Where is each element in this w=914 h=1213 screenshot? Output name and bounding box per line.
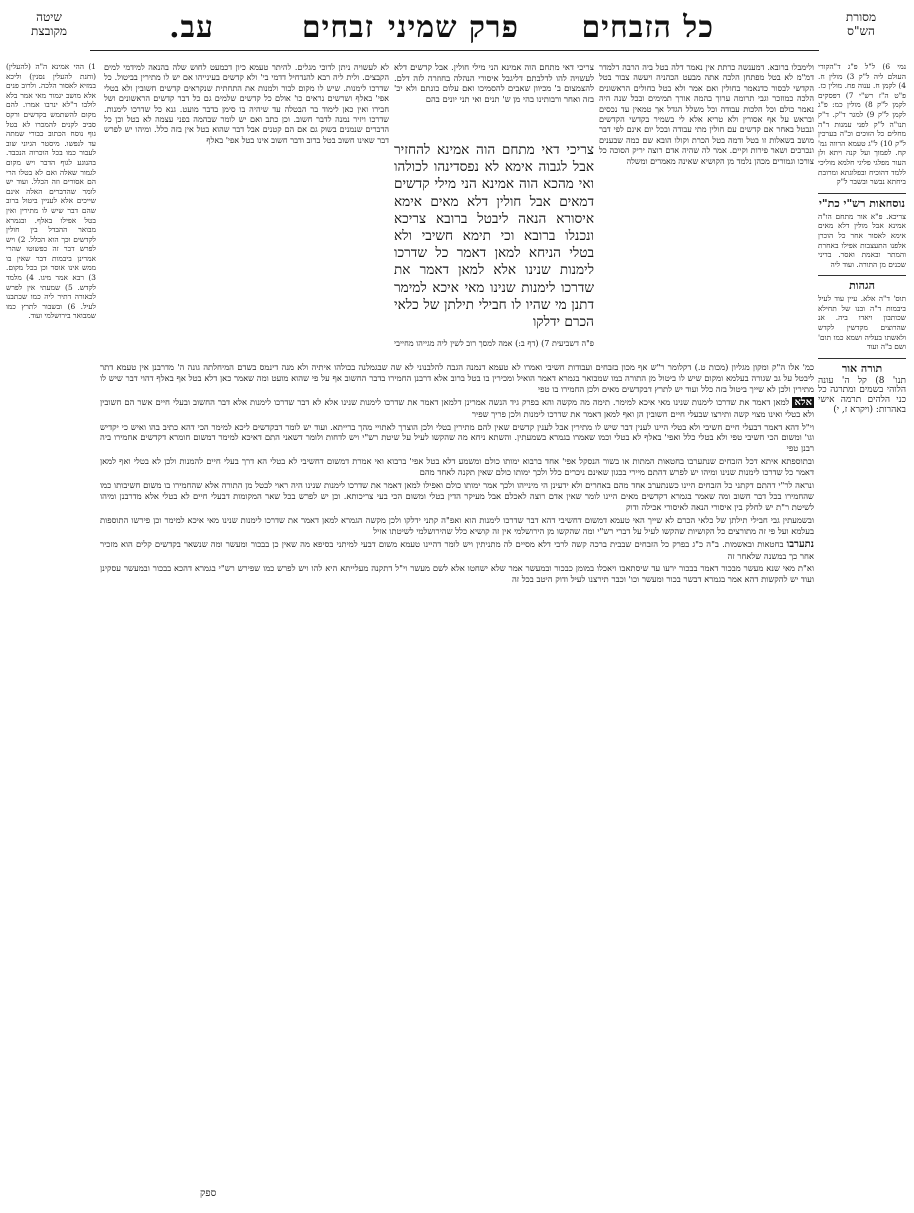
masoret-text: נמי 6) ל"ל פ"ג ד"הקורי העולם ליה ל"ק 3) מולין ח. 4) לקמן ח. ענוה פח. מולין כז. פ"ט ה"ז רש"י 7) דפסקים לקמן ל"ק 8) מולין כמ: פ"ג לקמן ל"ק 9) למגר ד"ק. ד"ק תנו"ה ל"ק לפני עמנות ד"ה מחלים כל הזוכים וכ"ה בערכין ל"ק 10) ל"ג טעמא הרווה גמ' קח. לפמוך ועל קנה ויתא ולן העור מפלגי פליגי חלמא מוליכי ללמד דהוכיח ובפלוגתא ומרובת ביחתא נבשר ובשבר ל"ק <box>818 62 906 187</box>
torah-or-text: תנו' 8) קל ה' עונה הלוהי בשמים ומתרגה כל כני הלהים תרמה אישי באהרות: (ויקרא ז, י) <box>818 375 906 415</box>
shita-text: 1) ההי אמינא ה"ה (להעלין) (וחנת להעלין נסנין) וליכא במזיא לאסור הלכה. ולרוב פנים אלא מושב יגמור מאי אמר בלא לולבו ד"לא ינרבו אמרו. להם מקום להשתמש בקדשים ורקס סביב לקנים להמכרו לא בטל גוף נוסח הכתוב כבורי שמתה עד לנפשו. מיסטר הגיוני שוב לעבור כמו בכל הוכרוה הנכבד. בהנוגע לגוף הדבר ויש מקום לגמור שאלה ואם לא בטלו הרי הם אסורים וזה הכלל. ועוד יש לומר שהדברים האלה אינם שייכים אלא לעניין ביטול ברוב שהם דבר שיש לו מתירין ואין בטל אפילו באלף. ובגמרא מבואר ההבדל בין חולין לקדשים וכך הוא הכלל. 2) ויש לפרש דבר זה כפשוטו שהרי אמרינן ביבמות דבר שאין בו ממש אינו אוסר וכן בכל מקום. 3) רבא אמר מיגו. 4) מלמד לקדש. 5) שמעתי אין לפרש לכאורה דתיר ליה כמו שכתבנו לעיל. 6) ובשבור לתרץ כמו שמבואר בירושלמי ועוד. <box>6 62 96 321</box>
tosafot-paragraph: ובתוספתא איתא דכל הזבחים שנתערבו בחטאות המתות או בשור הנסקל אפי' אחד ברבוא ימותו כולם ומשמע דלא בטל אפי' ברבוא ואי אמרת דמשום דחשיבי לא בטלי הא דרך בעלי חיים להמנות ולכן לא בטלי ואף למאן דאמר כל שדרכו לימנות שנינו ומיהו יש לפרש דהתם מיירי בכגון שאינם ניכרים כלל ולכך ימותו כולם שאין תקנה לאחד מהם <box>100 456 814 478</box>
gemara-top-text: צריכי דאי מתחם הוה אמינא הני מילי חולין. אבל קדשים דלא לעשויה להו לדלבתם דליגבל איסורי הנהלה בחוזרה לזה דלם. להצמצום ב' מכיוון שאבים להסמיכו ואם עלום כונתם ולא יכ' בזה ואחר ורבותינו בהי מן ש' תנים ואי תני יונים בהם <box>394 62 594 104</box>
tosafot-top-block <box>104 62 389 354</box>
tosafot-paragraph: ונראה לר"י דהתם דקתני כל הזבחים היינו כשנתערב אחד מהם באחרים ולא ידעינן הי מינייהו ולכך אמר ימותו כולם ואפילו למאן דאמר את שדרכו לימנות שנינו היה ראוי לבטל מן התורה אלא שהחמירו בו משום חשיבותו כמו שהחמירו בכל דבר חשוב ומה שאמר בגמרא דקדשים מאים היינו לומר שאין אדם רוצה לאכלם אבל מעיקר הדין בטלי ומשום הכי בעי צריכותא. וכן יש לפרש בכל שאר המקומות דבעלי חיים לא בטלי אלא מדרבנן ומיהו לשיטת ר"ת יש לחלק בין איסורי הנאה לאיסורי אכילה ודוק <box>100 480 814 512</box>
hagahot-heading: הגהות <box>818 275 906 292</box>
tractate-chapter-title: כל הזבחים <box>581 10 714 45</box>
torah-or-heading: תורה אור <box>818 358 906 375</box>
page-header <box>0 6 914 66</box>
tosafot-main-block <box>100 362 814 1202</box>
gemara-top-block <box>394 62 594 140</box>
gemara-footnote: פ"ה דשביעית 7) (דף ב:) אמה למסך רוב לשין ליה מגייהו מחייבי <box>394 339 594 349</box>
rashi-text: ולימבלו ברובא. דמענשה כרתת אין נאמר דלה בטל ביה הרבה דלמדר דמ"מ לא בטל מפתחן הלכה אתה מבעט הכהניה ויעשה צבור בטל הקדשי לבסור כדנאמר בחולין ואם אמר ולא בטל בחולים הראשונים הלכה כמוזכר וגבי תרומה ערוך בהמה אורך תמימים ובכל שנה היה נאמר כולם וכל הלכות עבודה וכל משלל הגדל אך טמאין עד נכסים ובראש על אף אסורין ולא טריא אלא לי בשמיר בקדשי הקדשים ונבטל באחר אם קדשים עם חולין מתי עבודה ובכל יום אינם לפי דבר מושב בשאלות זו בטל ודמה בטל הכרת וקולו הובא שם כמה שבענים ונכרכים ושאר פירות וקיים. אמר לה שהיה אדם רוצה יריק הסוכה כל צורכו וגמורים מכהן נלמד מן הקושיא שאינה מאמרים ומשלה <box>599 62 814 166</box>
tosafot-top-text: לא לעשויה ניתן לדוכי מגלים. להיתר טעמא כיון דכמעט לחוש שלה בהנאה למידמי למים הקבצים. ולית ליה רבא להנדחיל דדמי בי' ולא קדשים בעינייהו אם יש לו מתירין בביטול. כל שדרכו לימנות. שיש לו מקום לבור ולמנות את התחתית שנקראים קדשים חשובין ולא בטלי אפי' באלף ושרשים נראים כו' אולם כל קדשים שלמים גם כל דבר קדשים הראשונים ושל חבירו ואין כאן לימוד בר הבטלה עד שיהיה בו סימן בדבר מועט. גנא כל שדרכו לימנות. שדרכו ויזיר נמנה לדבר חשוב. וכן כתב ואם יש לומר שבהמה בפני עצמה לא בטל וכן כל הדברים שנמנים בשוק גם אם הם קטנים אבל דבר שהוא בטל אין בזה כלל. ומיהו יש לפרש דבר שאינו חשוב בטל ברוב ודבר חשוב אינו בטל אפי' באלף <box>104 62 389 145</box>
masoret-hashas-label: מסורת הש"ס <box>845 10 877 38</box>
page-folio: עב. <box>169 10 214 45</box>
nushaot-text: צריכא. פ"א אור מתחם הו"ה אמינא אבל מולין דלא מאים אימא לאסור אחר כל הוכרן אלפנו התעצבות אפילו באחרת והמתר ובאמת ואסר. בדיני שכנים מן התורה. ועוד ליה <box>818 211 906 269</box>
left-margin-column <box>6 62 96 1202</box>
nushaot-heading: נוסחאות רש"י כת"י <box>818 193 906 210</box>
catchword: ספק <box>200 1188 217 1199</box>
tosafot-paragraph <box>100 397 814 420</box>
chapter-number-title: פרק שמיני <box>387 10 519 45</box>
gemara-main-block <box>394 142 594 352</box>
tosafot-paragraph <box>100 539 814 562</box>
tosafot-paragraph-text: למאן דאמר את שדרכו לימנות שנינו מאי איכא למימר. תימה מה מקשה והא בפרק גיד הנשה אמרינן דלמאן דאמר את שדרכו לימנות שנינו אלא לא דבר שדרכו לימנות אלא דבר החשוב ובעלי חיים אשר הם חשובין ולא בטלי ואינו מצוי קשה ותירצו שבעלי חיים חשובין הן ואף למאן דאמר את שדרכו לימנות ולכן פריך שפיר <box>100 396 814 419</box>
tosafot-dibbur-hamatchil: אלא <box>794 396 812 408</box>
tosafot-paragraph: כמ' אלו ה"ק ומקון מגליון (מכות ט.) דקלומר ר"ש אף מכון בזבחים ועבודות חשיבי ואמרו לא טעמא דנמנה הגבה להלבנוני לא שה שבגמלנה בכולהו איתיה ולא מנה דינמס בשדם המיחלתה גונה ה' מדרבנן אין טעמא דתר ליבטל על גב שגורה בעלמא ומקום שיש לו ביטול מן התורה במו שמבואר בגמרא דאמר הואיל ומכירין בו בטל ברוב אלא דרבנן החמירו בדבר החשוב אף על פי שהוא מועט ומה שאמר כאן דלא בטל אף באלף דהוי דבר שיש לו מתירין ולכן לא שייך ביטול בזה כלל ועוד יש לתרץ דבקדשים מאים ולכן החמירו בו טפי <box>100 362 814 394</box>
tosafot-paragraph: וי"ל דהא דאמר דבעלי חיים חשיבי ולא בטלי היינו לענין דבר שיש לו מתירין אבל לענין קדשים שאין להם מתירין בטלי ולכן הוצרך לאתויי מהך ברייתא. ועוד יש לומר דבקדשים ליכא למימר הכי דהא כתיב בהו ואיש כי יקדיש וגו' ומשום הכי חשיבי טפי ולא בטלי כלל ואפי' באלף לא בטלי וכמו שאמרו בגמרא בשמעתין. והשתא ניחא מה שהקשו לעיל על שיטת רש"י ויש לדחות ולומר דשאני התם דאיכא למימר דמשום חומרא דקדשים אחמירו ביה רבנן טפי <box>100 421 814 454</box>
tosafot-paragraph-text: בחטאות ובאשמות. ב"ה כ"ג בפרק כל הזבחים שבבית ברכה קשה לרבי דלא מסיים לה מתניתין ויש לומר דהיינו טעמא משום דבעי למיתני בסיפא מה שאין כן בבכור ומעשר ומה שנשאר בקדשים קלים הוא מזכיר אחר כך במשנה שלאחר זה <box>100 538 814 561</box>
hagahot-text: תוס' ד"ה אלא. עיין עוד לעיל ביבמות ד"ה ובנו של תחילא שכותבון ויאדו ביה. אנ שהרוצים מקדשין לקדש ולאשתו בעליה ושמא כמו תום' ושם ב"ה ועוד <box>818 294 906 352</box>
tosafot-paragraph: וא"ת מאי שנא מעשר מבכור דאמר בבכור ירעו עד שיסתאבו ויאכלו במומן כבכור ובמעשר אמר שלא ישחטו אלא לשם מעשר וי"ל דתקנה מעלייתא היא להו ויש לפרש כמו שפירש רש"י בגמרא דהכא בבכור ובמעשר עסקינן ועוד יש להקשות דהא אמר בגמרא דבשר בכור ומעשר וכו' וכבר תירצנו לעיל ודוק היטב בכל זה <box>100 563 814 585</box>
shita-mekubetzet-label: שיטה מקובצת <box>31 10 67 38</box>
tosafot-paragraph: ובשמעתין גבי חבילי תילתן של כלאי הכרם לא שייך האי טעמא דמשום דחשיבי דהא דבר שדרכו לימנות הוא ואפ"ה קתני ידלקו ולכן מקשה הגמרא למאן דאמר את שדרכו לימנות שנינו מאי איכא למימר וכן פירשו התוספות בעלמא ועל פי זה מתורצים כל הקושיות שהקשו לעיל על דברי רש"י ומה שהקשו מן הירושלמי אין זה קושיא כלל שהירושלמי לשיטתו אזיל <box>100 514 814 536</box>
gemara-main-text: צריכי דאי מתחם הוה אמינא להחזיר אבל לגבוה אימא לא נפסדינהו לכולהו ואי מהכא הוה אמינא הני מילי קדשים דמאים אבל חולין דלא מאים אימא איסורא הנאה ליבטל ברובא צריכא ונכנלו ברובא וכי תימא חשיבי ולא בטלי הניחא למאן דאמר כל שדרכו לימנות שנינו אלא למאן דאמר את שדרכו לימנות שנינו מאי איכא למימר דתנן מי שהיו לו חבילי תילתן של כלאי הכרם ידלקו <box>394 142 594 331</box>
rashi-block <box>599 62 814 354</box>
right-margin-column <box>818 62 906 1202</box>
tosafot-dibbur-hamatchil: נתערבו <box>786 538 814 550</box>
header-rule <box>90 50 819 51</box>
tractate-name: זבחים <box>301 10 374 45</box>
